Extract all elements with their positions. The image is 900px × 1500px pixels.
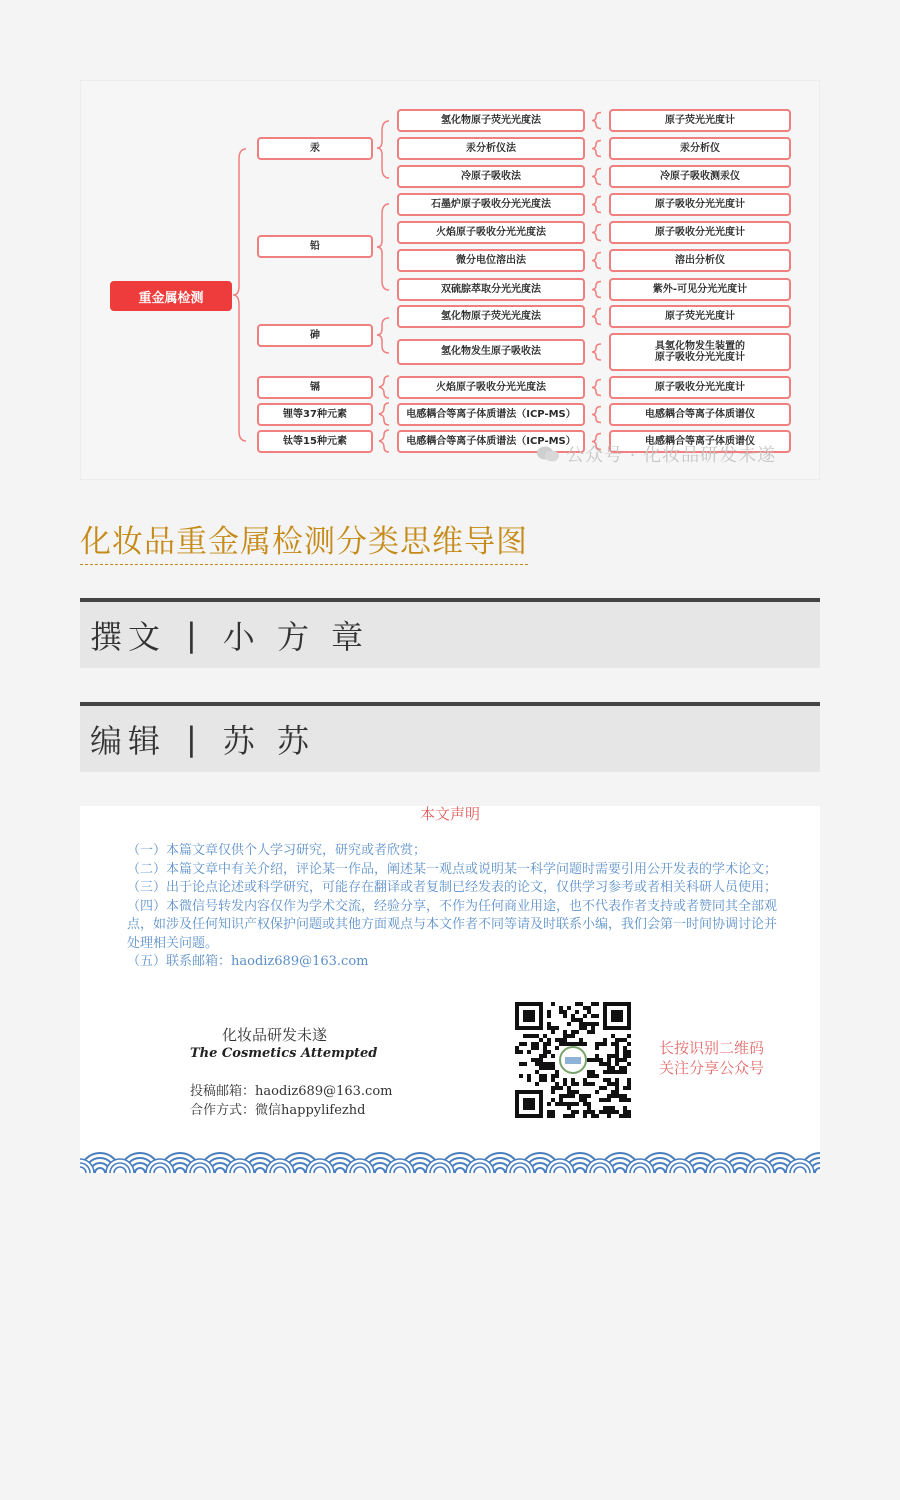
watermark bbox=[536, 441, 776, 467]
notice-item: （二）本篇文章中有关介绍，评论某一作品，阐述某一观点或说明某一科学问题时需要引用公开发表的学术论文； bbox=[127, 861, 778, 877]
method-node: 氢化物原子荧光光度法 bbox=[397, 109, 585, 132]
method-node: 电感耦合等离子体质谱法（ICP-MS） bbox=[397, 403, 585, 426]
brand-name-cn: 化妆品研发未遂 bbox=[222, 1026, 328, 1044]
instrument-node: 原子荧光光度计 bbox=[609, 109, 791, 132]
instrument-node: 原子荧光光度计 bbox=[609, 305, 791, 328]
instrument-node: 冷原子吸收测汞仪 bbox=[609, 165, 791, 188]
method-node: 双硫腙萃取分光光度法 bbox=[397, 278, 585, 301]
article-headline: 化妆品重金属检测分类思维导图 bbox=[80, 516, 528, 565]
instrument-node: 原子吸收分光光度计 bbox=[609, 221, 791, 244]
notice-image bbox=[80, 806, 820, 1173]
connector-brace bbox=[592, 282, 601, 298]
instrument-node: 电感耦合等离子体质谱仪 bbox=[609, 403, 791, 426]
qr-caption bbox=[659, 1038, 764, 1078]
element-node-pb: 铅 bbox=[257, 235, 373, 258]
credit-separator: | bbox=[186, 720, 203, 758]
method-node: 石墨炉原子吸收分光光度法 bbox=[397, 193, 585, 216]
instrument-node: 具氢化物发生装置的 原子吸收分光光度计 bbox=[609, 333, 791, 371]
method-node: 氢化物发生原子吸收法 bbox=[397, 339, 585, 365]
instrument-node: 原子吸收分光光度计 bbox=[609, 193, 791, 216]
method-node: 火焰原子吸收分光光度法 bbox=[397, 221, 585, 244]
notice-item: （三）出于论点论述或科学研究，可能存在翻译或者复制已经发表的论文，仅供学习参考或者相关科研人员使用； bbox=[127, 880, 778, 895]
method-node: 冷原子吸收法 bbox=[397, 165, 585, 188]
connector-brace bbox=[592, 197, 601, 213]
notice-item: （一）本篇文章仅供个人学习研究，研究或者欣赏； bbox=[127, 843, 427, 858]
instrument-node: 电感耦合等离子体质谱仪 bbox=[609, 430, 791, 453]
mindmap-image bbox=[80, 80, 820, 480]
instrument-node: 紫外-可见分光光度计 bbox=[609, 278, 791, 301]
mindmap-root: 重金属检测 bbox=[110, 281, 232, 311]
instrument-node: 溶出分析仪 bbox=[609, 249, 791, 272]
method-node: 微分电位溶出法 bbox=[397, 249, 585, 272]
notice-title: 本文声明 bbox=[419, 806, 480, 823]
watermark-text: 公众号 · 化妆品研发未遂 bbox=[566, 445, 777, 466]
qr-caption-line: 关注分享公众号 bbox=[659, 1059, 765, 1077]
wechat-icon bbox=[536, 445, 560, 463]
connector-brace bbox=[592, 380, 601, 396]
connector-brace bbox=[592, 113, 601, 129]
editor-credit bbox=[80, 702, 820, 772]
element-node-li: 锂等37种元素 bbox=[257, 403, 373, 426]
connector-brace bbox=[592, 141, 601, 157]
connector-brace bbox=[592, 309, 601, 325]
notice-text bbox=[127, 842, 782, 972]
notice-item: （四）本微信号转发内容仅作为学术交流，经验分享，不作为任何商业用途，也不代表作者支持或者赞同其全部观点，如涉及任何知识产权保护问题或其他方面观点与本文作者不同等请及时联系小编，我们会第一时间协调讨论并处理相关问题。 bbox=[127, 898, 778, 951]
connector-brace bbox=[592, 407, 601, 423]
instrument-node: 原子吸收分光光度计 bbox=[609, 376, 791, 399]
element-node-as: 砷 bbox=[257, 324, 373, 347]
notice-item: （五）联系邮箱：haodiz689@163.com bbox=[127, 954, 369, 969]
element-node-ti: 钛等15种元素 bbox=[257, 430, 373, 453]
editor-name: 苏 苏 bbox=[222, 722, 315, 760]
method-node: 氢化物原子荧光光度法 bbox=[397, 305, 585, 328]
connector-brace bbox=[592, 225, 601, 241]
contact-info bbox=[190, 1082, 392, 1120]
connector-brace bbox=[592, 253, 601, 269]
wave-pattern bbox=[80, 1139, 820, 1173]
method-node: 电感耦合等离子体质谱法（ICP-MS） bbox=[397, 430, 585, 453]
element-node-hg: 汞 bbox=[257, 137, 373, 160]
author-credit bbox=[80, 598, 820, 668]
qr-code-icon[interactable] bbox=[504, 1002, 642, 1118]
author-role: 撰文 bbox=[90, 618, 167, 656]
method-node: 汞分析仪法 bbox=[397, 137, 585, 160]
instrument-node: 汞分析仪 bbox=[609, 137, 791, 160]
editor-role: 编辑 bbox=[90, 722, 167, 760]
connector-brace bbox=[592, 169, 601, 185]
cooperation-info: 合作方式：微信happylifezhd bbox=[190, 1103, 366, 1118]
connector-brace bbox=[592, 344, 601, 360]
brand-name-en: The Cosmetics Attempted bbox=[190, 1046, 378, 1061]
qr-caption-line: 长按识别二维码 bbox=[659, 1039, 765, 1057]
method-node: 火焰原子吸收分光光度法 bbox=[397, 376, 585, 399]
element-node-cd: 镉 bbox=[257, 376, 373, 399]
submit-email: 投稿邮箱：haodiz689@163.com bbox=[190, 1084, 393, 1099]
author-name: 小 方 章 bbox=[222, 618, 370, 656]
credit-separator: | bbox=[186, 616, 203, 654]
